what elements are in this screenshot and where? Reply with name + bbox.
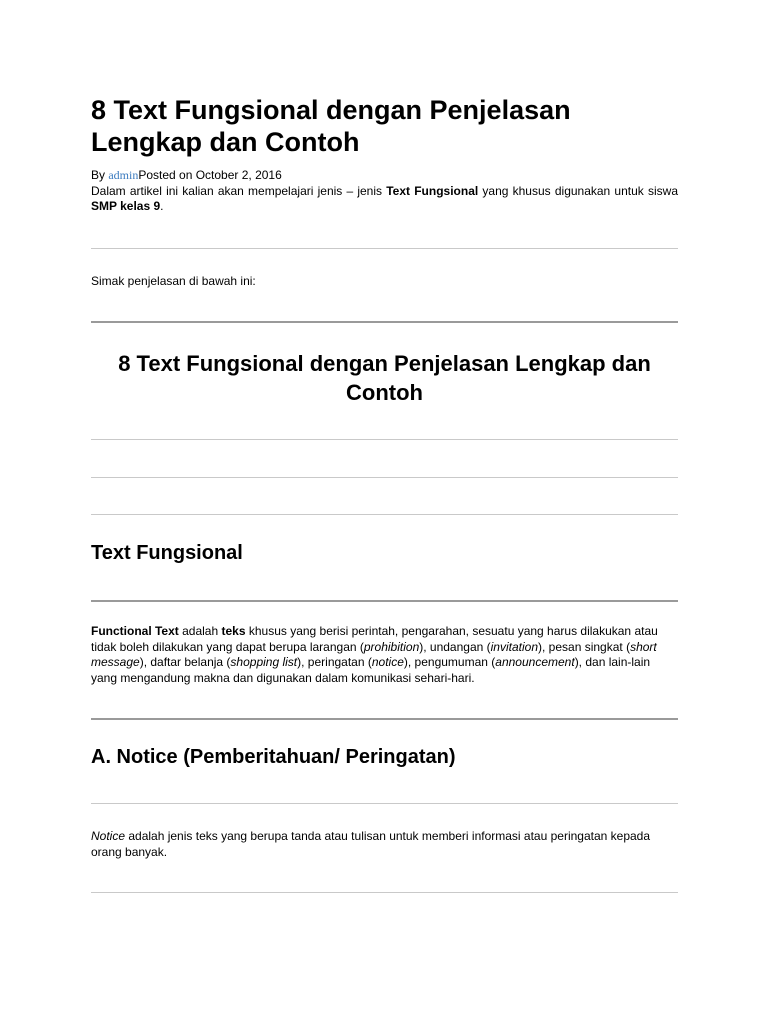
divider [91, 803, 678, 804]
article-title: 8 Text Fungsional dengan Penjelasan Lengkap dan Contoh [91, 95, 571, 157]
intro-text: Dalam artikel ini kalian akan mempelajari jenis – jenis [91, 184, 387, 198]
intro-bold-smp: SMP kelas 9 [91, 199, 161, 213]
italic-term: shopping list [230, 655, 298, 669]
divider [91, 248, 678, 249]
center-heading: 8 Text Fungsional dengan Penjelasan Lengkap dan Contoh [118, 351, 651, 405]
para-text: adalah jenis teks yang berupa tanda atau tulisan untuk memberi informasi atau peringatan kepada orang banyak. [91, 829, 651, 859]
para-text: ), undangan ( [419, 639, 491, 654]
para-text: ), dan lain-lain yang mengandung makna dan digunakan dalam komunikasi sehari-hari. [91, 655, 651, 685]
italic-term: announcement [495, 655, 575, 669]
divider [91, 477, 678, 478]
author-link[interactable]: admin [108, 168, 139, 182]
divider [91, 321, 678, 323]
intro-paragraph [91, 184, 678, 214]
intro-text: . [160, 199, 164, 213]
divider [91, 600, 678, 602]
para-text: adalah [178, 624, 222, 638]
para-text: ), pengumuman ( [403, 655, 496, 669]
para-text: ), pesan singkat ( [538, 639, 631, 654]
divider [91, 892, 678, 893]
para-text: khusus yang berisi perintah, pengarahan, sesuatu yang harus dilakukan atau tidak boleh dilakukan yang dapat berupa larangan ( [91, 624, 658, 654]
intro-text: yang khusus digunakan untuk siswa [478, 184, 678, 198]
italic-term: Notice [91, 829, 126, 843]
divider [91, 718, 678, 720]
posted-date: Posted on October 2, 2016 [138, 168, 282, 182]
byline-by: By [91, 168, 109, 182]
bold-term: Functional Text [91, 624, 179, 638]
divider [91, 514, 678, 515]
italic-term: prohibition [363, 639, 420, 654]
section-heading-text-fungsional: Text Fungsional [91, 542, 243, 564]
divider [91, 439, 678, 440]
italic-term: invitation [490, 639, 539, 654]
bold-term: teks [221, 624, 246, 638]
notice-paragraph [91, 829, 678, 860]
byline [91, 168, 678, 183]
intro-bold-text-fungsional: Text Fungsional [386, 184, 479, 198]
functional-text-paragraph [91, 624, 678, 686]
para-text: ), daftar belanja ( [139, 655, 231, 669]
italic-term: short message [91, 639, 657, 669]
para-text: ), peringatan ( [297, 655, 372, 669]
section-heading-notice: A. Notice (Pemberitahuan/ Peringatan) [91, 746, 456, 768]
simak-paragraph: Simak penjelasan di bawah ini: [91, 274, 256, 288]
italic-term: notice [371, 655, 404, 669]
